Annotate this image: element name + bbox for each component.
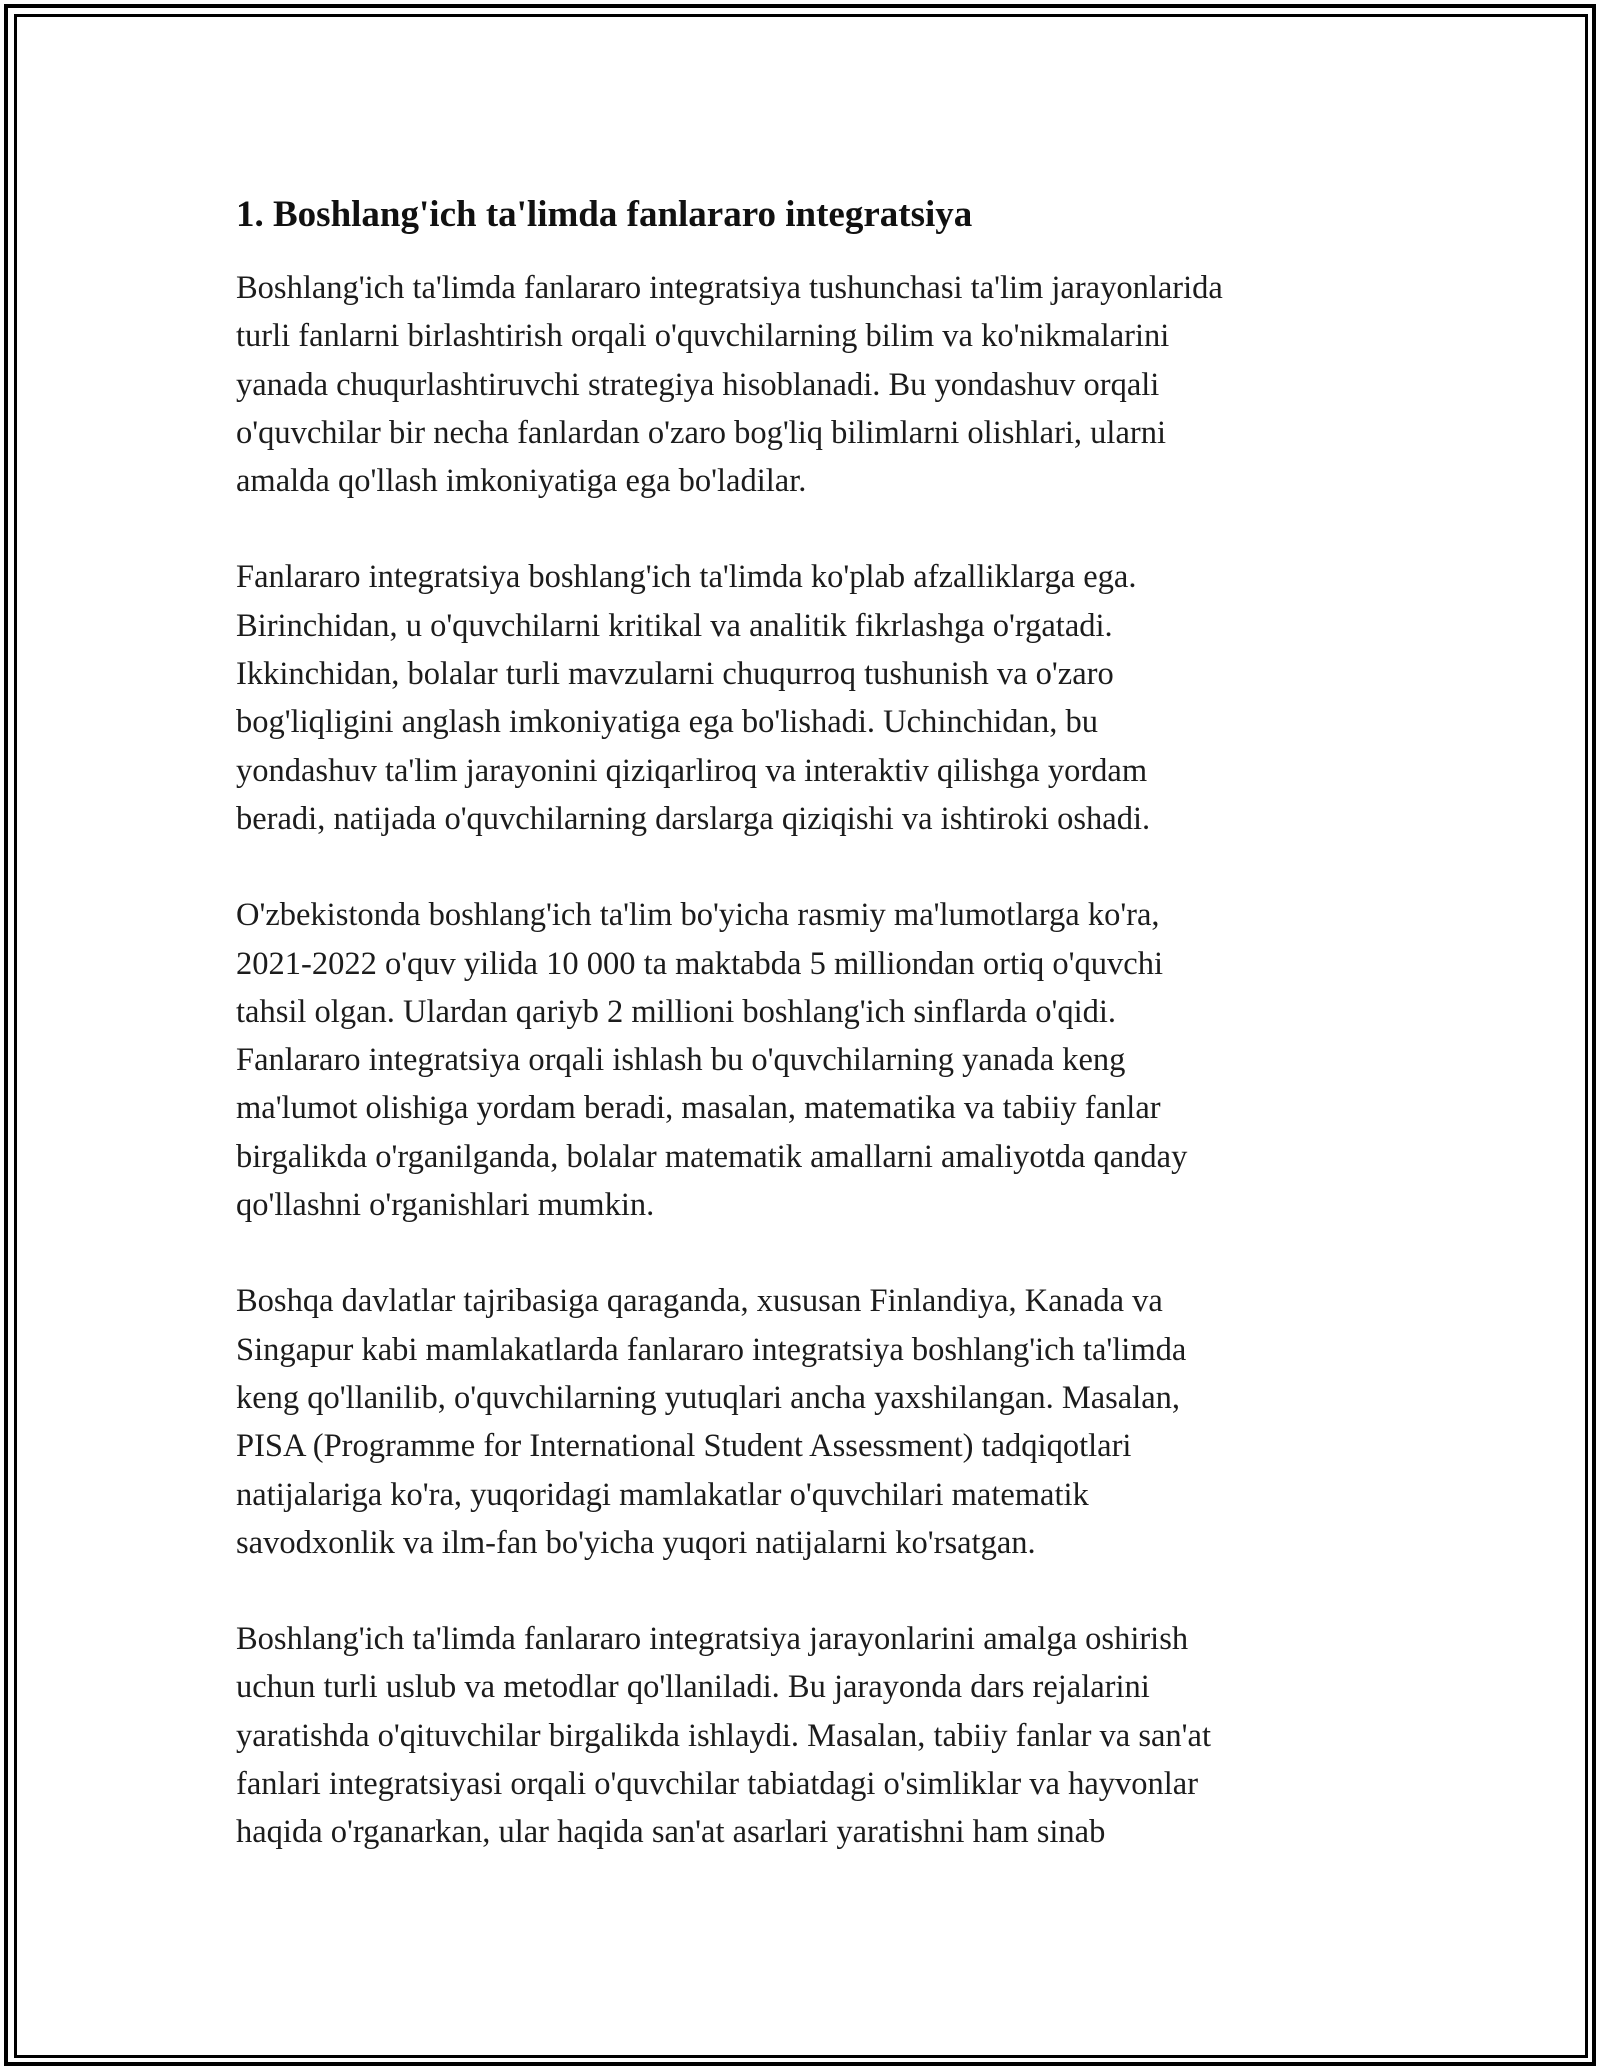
document-body	[236, 190, 1386, 1857]
text-line: natijalariga ko'ra, yuqoridagi mamlakatlar o'quvchilari matematik	[236, 1476, 1089, 1513]
paragraph-2	[236, 553, 1386, 843]
text-line: haqida o'rganarkan, ular haqida san'at asarlari yaratishni ham sinab	[236, 1814, 1106, 1851]
text-line: Boshlang'ich ta'limda fanlararo integratsiya jarayonlarini amalga oshirish	[236, 1621, 1189, 1658]
text-line: birgalikda o'rganilganda, bolalar matematik amallarni amaliyotda qanday	[236, 1138, 1188, 1175]
text-line: O'zbekistonda boshlang'ich ta'lim bo'yicha rasmiy ma'lumotlarga ko'ra,	[236, 897, 1160, 934]
text-line: fanlari integratsiyasi orqali o'quvchilar tabiatdagi o'simliklar va hayvonlar	[236, 1766, 1199, 1803]
text-line: ma'lumot olishiga yordam beradi, masalan, matematika va tabiiy fanlar	[236, 1090, 1161, 1127]
paragraph-4	[236, 1277, 1386, 1567]
text-line: Birinchidan, u o'quvchilarni kritikal va analitik fikrlashga o'rgatadi.	[236, 607, 1113, 644]
text-line: tahsil olgan. Ulardan qariyb 2 millioni boshlang'ich sinflarda o'qidi.	[236, 993, 1117, 1030]
text-line: turli fanlarni birlashtirish orqali o'quvchilarning bilim va ko'nikmalarini	[236, 318, 1170, 355]
text-line: qo'llashni o'rganishlari mumkin.	[236, 1187, 655, 1224]
text-line: Boshlang'ich ta'limda fanlararo integratsiya tushunchasi ta'lim jarayonlarida	[236, 270, 1223, 306]
text-line: savodxonlik va ilm-fan bo'yicha yuqori natijalarni ko'rsatgan.	[236, 1524, 1036, 1561]
text-line: keng qo'llanilib, o'quvchilarning yutuqlari ancha yaxshilangan. Masalan,	[236, 1379, 1181, 1416]
text-line: Ikkinchidan, bolalar turli mavzularni chuqurroq tushunish va o'zaro	[236, 656, 1114, 693]
text-line: Fanlararo integratsiya boshlang'ich ta'limda ko'plab afzalliklarga ega.	[236, 559, 1137, 596]
text-line: Boshqa davlatlar tajribasiga qaraganda, xususan Finlandiya, Kanada va	[236, 1283, 1163, 1320]
text-line: Fanlararo integratsiya orqali ishlash bu o'quvchilarning yanada keng	[236, 1042, 1126, 1079]
paragraph-5	[236, 1615, 1386, 1856]
section-heading: 1. Boshlang'ich ta'limda fanlararo integratsiya	[236, 194, 973, 235]
text-line: amalda qo'llash imkoniyatiga ega bo'ladilar.	[236, 463, 807, 500]
text-line: yanada chuqurlashtiruvchi strategiya hisoblanadi. Bu yondashuv orqali	[236, 366, 1160, 403]
text-line: bog'liqligini anglash imkoniyatiga ega bo'lishadi. Uchinchidan, bu	[236, 704, 1098, 741]
paragraph-3	[236, 891, 1386, 1229]
text-line: Singapur kabi mamlakatlarda fanlararo integratsiya boshlang'ich ta'limda	[236, 1331, 1187, 1368]
paragraph-1	[236, 264, 1386, 505]
text-line: o'quvchilar bir necha fanlardan o'zaro bog'liq bilimlarni olishlari, ularni	[236, 414, 1166, 451]
text-line: PISA (Programme for International Student Assessment) tadqiqotlari	[236, 1428, 1132, 1465]
text-line: beradi, natijada o'quvchilarning darslarga qiziqishi va ishtiroki oshadi.	[236, 800, 1151, 837]
text-line: 2021-2022 o'quv yilida 10 000 ta maktabda 5 milliondan ortiq o'quvchi	[236, 945, 1163, 982]
text-line: uchun turli uslub va metodlar qo'llaniladi. Bu jarayonda dars rejalarini	[236, 1669, 1150, 1706]
text-line: yondashuv ta'lim jarayonini qiziqarliroq va interaktiv qilishga yordam	[236, 752, 1148, 789]
text-line: yaratishda o'qituvchilar birgalikda ishlaydi. Masalan, tabiiy fanlar va san'at	[236, 1717, 1211, 1754]
